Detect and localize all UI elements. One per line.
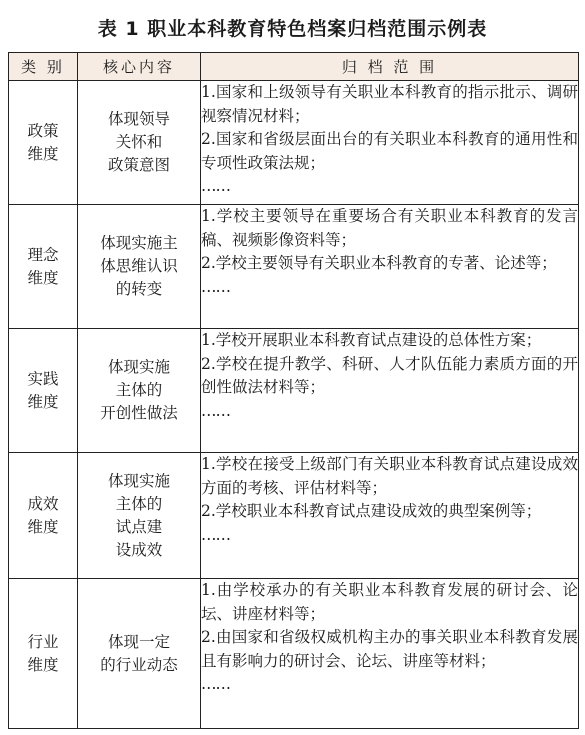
- archive-scope-cell: [201, 453, 579, 579]
- table-row: [9, 205, 579, 329]
- table-row: [9, 81, 579, 205]
- archive-scope-cell: [201, 329, 579, 453]
- table-row: [9, 453, 579, 579]
- scope-item: 1.由学校承办的有关职业本科教育发展的研讨会、论坛、讲座材料等；: [201, 581, 578, 623]
- scope-ellipsis: ……: [201, 525, 230, 544]
- table-row: [9, 579, 579, 729]
- category-cell: 理念 维度: [9, 205, 78, 329]
- scope-item: 1.学校在接受上级部门有关职业本科教育试点建设成效方面的考核、评估材料等；: [201, 455, 578, 497]
- category-cell: 成效 维度: [9, 453, 78, 579]
- scope-item: 2.学校职业本科教育试点建设成效的典型案例等；: [201, 502, 542, 520]
- header-archive-scope: 归 档 范 围: [201, 53, 579, 81]
- scope-ellipsis: ……: [201, 401, 230, 420]
- core-content-cell: 体现实施 主体的 试点建 设成效: [78, 453, 201, 579]
- core-content-cell: 体现领导 关怀和 政策意图: [78, 81, 201, 205]
- table-title: 表 1 职业本科教育特色档案归档范围示例表: [97, 18, 488, 40]
- archive-scope-cell: [201, 205, 579, 329]
- scope-item: 1.学校开展职业本科教育试点建设的总体性方案；: [201, 331, 542, 349]
- archive-scope-cell: [201, 81, 579, 205]
- scope-item: 2.国家和省级层面出台的有关职业本科教育的通用性和专项性政策法规；: [201, 130, 578, 172]
- category-cell: 实践 维度: [9, 329, 78, 453]
- scope-item: 2.学校主要领导有关职业本科教育的专著、论述等；: [201, 254, 557, 272]
- category-cell: 政策 维度: [9, 81, 78, 205]
- scope-item: 1.国家和上级领导有关职业本科教育的指示批示、调研视察情况材料；: [201, 83, 578, 125]
- scope-item: 2.由国家和省级权威机构主办的事关职业本科教育发展且有影响力的研讨会、论坛、讲座等材料；: [201, 628, 578, 670]
- archive-scope-table: [8, 52, 579, 729]
- scope-ellipsis: ……: [201, 277, 230, 296]
- header-core-content: 核心内容: [78, 53, 201, 81]
- table-row: [9, 329, 579, 453]
- header-row: [9, 53, 579, 81]
- scope-ellipsis: ……: [201, 675, 230, 693]
- header-category: 类 别: [9, 53, 78, 81]
- core-content-cell: 体现实施 主体的 开创性做法: [78, 329, 201, 453]
- core-content-cell: 体现一定 的行业动态: [78, 579, 201, 729]
- scope-item: 1.学校主要领导在重要场合有关职业本科教育的发言稿、视频影像资料等；: [201, 207, 578, 249]
- scope-ellipsis: ……: [201, 177, 230, 195]
- archive-scope-cell: [201, 579, 579, 729]
- scope-item: 2.学校在提升教学、科研、人才队伍能力素质方面的开创性做法材料等；: [201, 354, 578, 396]
- category-cell: 行业 维度: [9, 579, 78, 729]
- core-content-cell: 体现实施主 体思维认识 的转变: [78, 205, 201, 329]
